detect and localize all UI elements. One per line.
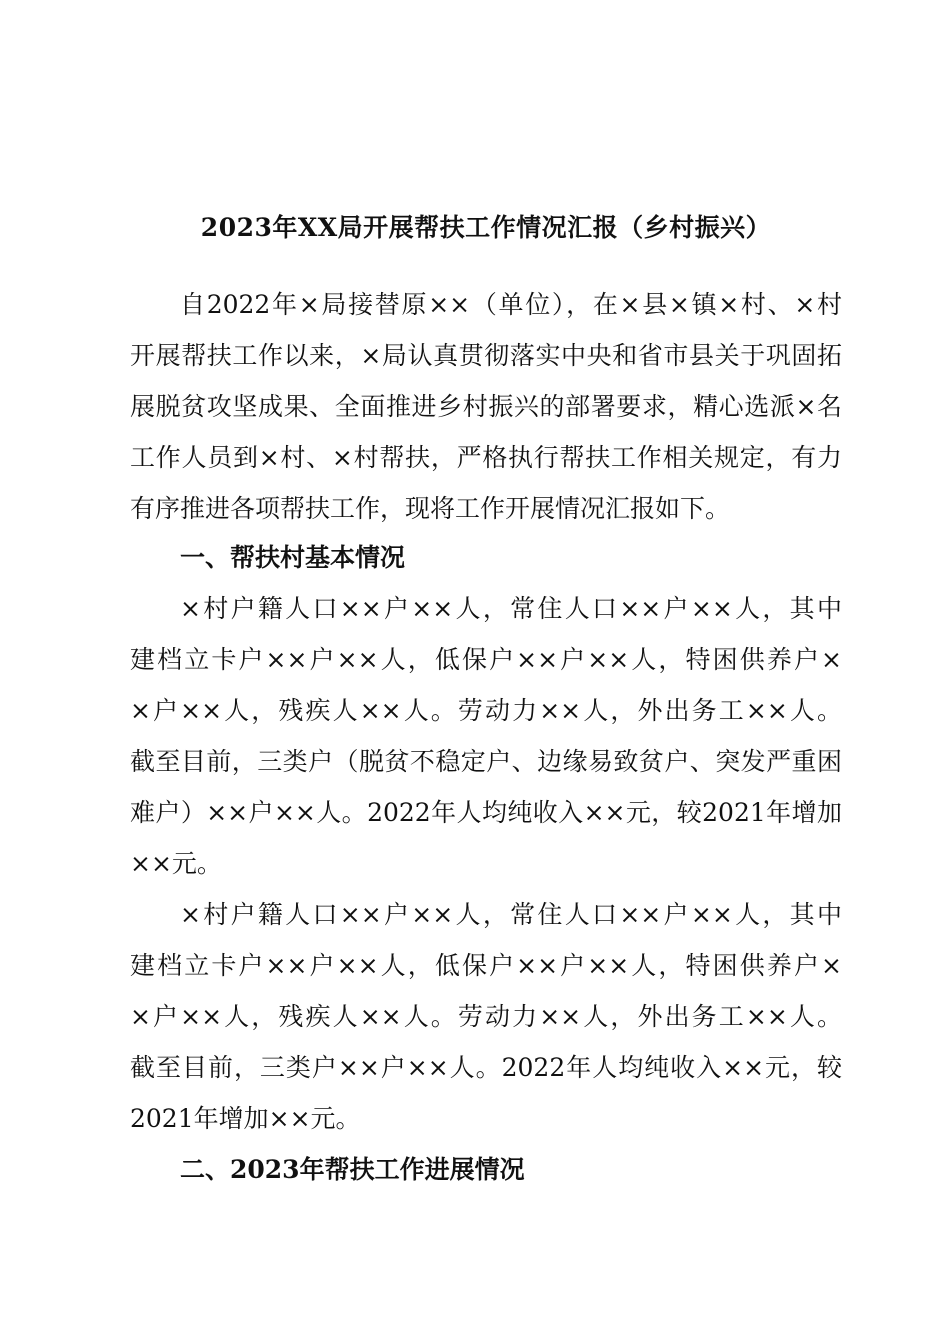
intro-line-5: 有序推进各项帮扶工作，现将工作开展情况汇报如下。 (130, 494, 731, 523)
village-1-line-3: ×户××人，残疾人××人。劳动力××人，外出务工××人。 (130, 696, 842, 725)
intro-line-3: 展脱贫攻坚成果、全面推进乡村振兴的部署要求，精心选派×名 (130, 392, 842, 421)
village-1-line-6: ××元。 (130, 849, 222, 878)
document-title: 2023年XX局开展帮扶工作情况汇报（乡村振兴） (200, 213, 772, 242)
village-2-line-3: ×户××人，残疾人××人。劳动力××人，外出务工××人。 (130, 1002, 842, 1031)
section-1-heading: 一、帮扶村基本情况 (180, 543, 406, 572)
village-1-line-5: 难户）××户××人。2022年人均纯收入××元，较2021年增加 (130, 798, 842, 827)
intro-line-1: 自2022年×局接替原××（单位），在×县×镇×村、×村 (180, 290, 842, 319)
village-1-line-1: ×村户籍人口××户××人，常住人口××户××人，其中 (180, 594, 842, 623)
village-2-line-4: 截至目前，三类户××户××人。2022年人均纯收入××元，较 (130, 1053, 842, 1082)
village-1-line-2: 建档立卡户××户××人，低保户××户××人，特困供养户× (130, 645, 842, 674)
village-2-line-2: 建档立卡户××户××人，低保户××户××人，特困供养户× (130, 951, 842, 980)
intro-line-4: 工作人员到×村、×村帮扶，严格执行帮扶工作相关规定，有力 (130, 443, 842, 472)
intro-line-2: 开展帮扶工作以来，×局认真贯彻落实中央和省市县关于巩固拓 (130, 341, 842, 370)
village-1-line-4: 截至目前，三类户（脱贫不稳定户、边缘易致贫户、突发严重困 (130, 747, 842, 776)
section-2-heading: 二、2023年帮扶工作进展情况 (180, 1155, 525, 1184)
village-2-line-1: ×村户籍人口××户××人，常住人口××户××人，其中 (180, 900, 842, 929)
village-2-line-5: 2021年增加××元。 (130, 1104, 361, 1133)
